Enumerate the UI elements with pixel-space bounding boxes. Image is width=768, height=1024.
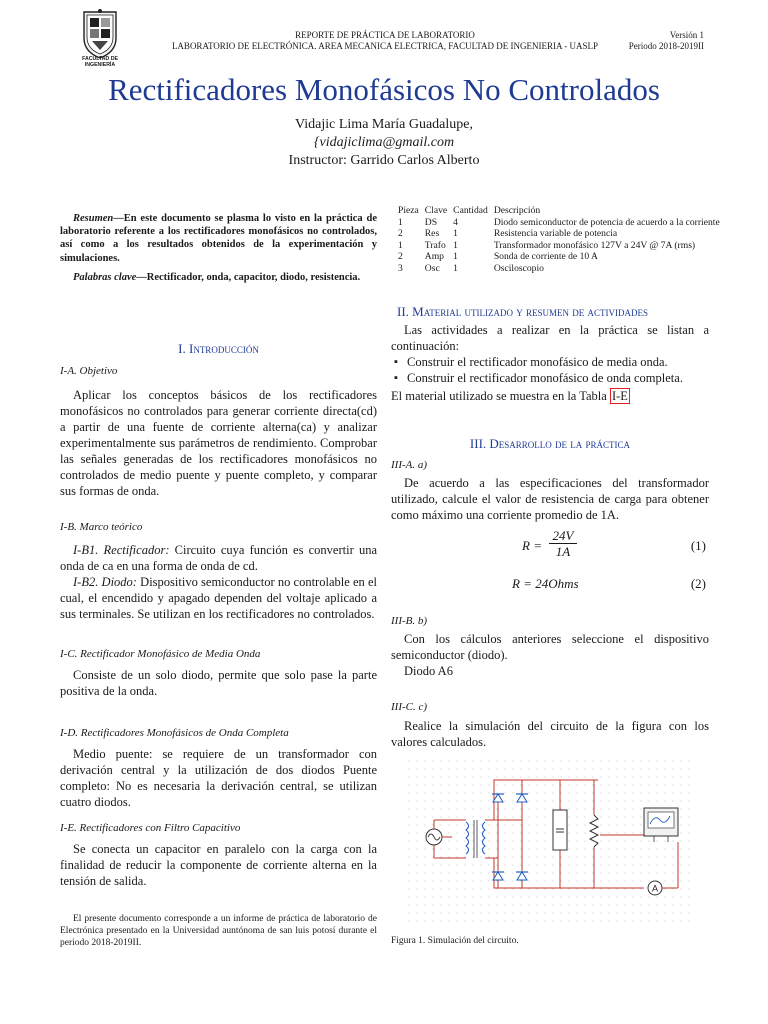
part-a-paragraph: De acuerdo a las especificaciones del transformador utilizado, calcule el valor de resistencia de carga para obtener como máximo una corriente promedio de 1A. [391, 476, 709, 522]
figure-caption: Figura 1. Simulación del circuito. [391, 936, 519, 946]
table-cell: 1 [453, 239, 458, 251]
material-reference-line [391, 388, 709, 404]
rectificador-label: I-B1. Rectificador: [73, 543, 170, 557]
equation-1 [391, 528, 709, 562]
paper-title: Rectificadores Monofásicos No Controlados [108, 72, 660, 107]
subsection-marco-teorico: I-B. Marco teórico [60, 521, 143, 533]
equation-1-fraction [549, 528, 577, 559]
equation-1-number: (1) [690, 538, 706, 553]
material-reference-text: El material utilizado se muestra en la Tabla [391, 389, 610, 403]
onda-completa-paragraph: Medio puente: se requiere de un transformador con derivación central y la utilización de dos diodos Puente completo: No es necesaria la derivación central, se utilizan cuatro diodos. [60, 747, 377, 809]
subsection-media-onda: I-C. Rectificador Monofásico de Media Onda [60, 648, 261, 660]
table-cell: 1 [453, 228, 458, 240]
table-reference-link[interactable]: I-E [611, 389, 628, 403]
table-cell: 2 [398, 228, 403, 240]
capacitor-icon [553, 810, 567, 850]
table-row [398, 251, 726, 263]
subsection-c: III-C. c) [391, 701, 428, 713]
table-header-cell: Clave [424, 205, 448, 216]
header-version-block [600, 30, 704, 52]
resistor-icon [588, 815, 600, 847]
diodo-label: I-B2. Diodo: [73, 575, 137, 589]
author-email: {vidajiclima@gmail.com [313, 135, 455, 150]
rectificador-definition [60, 542, 377, 574]
section-heading-desarrollo: III. Desarrollo de la práctica [469, 436, 631, 451]
part-b-paragraph: Con los cálculos anteriores seleccione el dispositivo semiconductor (diodo). [391, 632, 709, 662]
part-c-paragraph: Realice la simulación del circuito de la figura con los valores calculados. [391, 719, 709, 749]
section-heading-intro: I. Introducción [178, 341, 259, 356]
table-header-cell: Cantidad [453, 205, 488, 216]
filtro-capacitivo-paragraph: Se conecta un capacitor en paralelo con la carga con la finalidad de reducir la componente de corriente alterna en la tensión de salida. [60, 842, 377, 888]
table-cell: 1 [398, 239, 403, 251]
table-cell: Sonda de corriente de 10 A [493, 251, 598, 263]
table-cell: Resistencia variable de potencia [493, 228, 618, 240]
author-block [0, 116, 768, 170]
footnote: El presente documento corresponde a un informe de práctica de laboratorio de Electrónica presentado en la Universidad auntónoma de san luis potosí durante el periodo 2018-2019II. [60, 914, 377, 948]
table-header-cell: Pieza [398, 205, 419, 216]
media-onda-paragraph: Consiste de un solo diodo, permite que solo pase la parte positiva de la onda. [60, 668, 377, 698]
table-cell: Osciloscopio [493, 262, 544, 274]
equation-2-body: R = 24Ohms [512, 576, 579, 591]
table-cell: Trafo [424, 239, 446, 251]
ammeter-label: A [651, 883, 659, 894]
table-cell: 4 [453, 216, 458, 228]
table-cell: Amp [424, 251, 444, 263]
equation-1-denominator: 1A [549, 543, 577, 559]
diodo-text: Dispositivo semiconductor no controlable en el cual, el encendido y apagado dependen del voltaje aplicado a sus terminales. Se utilizan en los rectificadores no controlados. [60, 575, 377, 621]
instructor: Instructor: Garrido Carlos Alberto [288, 153, 480, 168]
abstract [60, 212, 377, 265]
header-version: Versión 1 [669, 30, 704, 40]
table-header-cell: Descripción [493, 205, 541, 216]
header-line1: REPORTE DE PRÁCTICA DE LABORATORIO [295, 30, 475, 40]
part-b-diode-choice: Diodo A6 [404, 664, 453, 678]
grid-background [408, 760, 694, 922]
logo-caption-line1: FACULTAD DE [82, 56, 118, 62]
material-intro-paragraph: Las actividades a realizar en la práctica se listan a continuación: [391, 323, 709, 353]
table-header-row [398, 205, 726, 217]
table-cell: Transformador monofásico 127V a 24V @ 7A (rms) [493, 239, 696, 251]
table-cell: 2 [398, 251, 403, 263]
circuit-diagram [408, 760, 694, 922]
objetivo-paragraph: Aplicar los conceptos básicos de los rectificadores monofásicos no controlados para generar corriente directa(cd) a partir de una fuente de corriente alterna(ca) y analizar experimentalmente sus parámetros de rendimiento. Comprobar las señales generadas de los rectificadores monofásicos no controlados de medio puente y puente completo, y comparar sus formas de onda. [60, 388, 377, 498]
table-row [398, 263, 726, 275]
table-cell: Osc [424, 262, 440, 274]
keywords-text: —Rectificador, onda, capacitor, diodo, resistencia. [136, 272, 361, 283]
author-name: Vidajic Lima María Guadalupe, [295, 117, 473, 132]
activity-list [391, 354, 709, 386]
equation-1-numerator: 24V [552, 528, 574, 543]
subsection-onda-completa: I-D. Rectificadores Monofásicos de Onda Completa [60, 727, 289, 739]
subsection-objetivo: I-A. Objetivo [60, 365, 118, 377]
header-line2: LABORATORIO DE ELECTRÓNICA. AREA MECANICA ELECTRICA, FACULTAD DE INGENIERIA - UASLP [171, 41, 599, 51]
table-cell: 3 [398, 262, 403, 274]
table-row [398, 240, 726, 252]
subsection-filtro-capacitivo: I-E. Rectificadores con Filtro Capacitivo [60, 822, 241, 834]
table-row [398, 217, 726, 229]
keywords-label: Palabras clave [73, 272, 137, 283]
table-cell: 1 [398, 216, 403, 228]
university-logo [78, 8, 122, 70]
abstract-label: Resumen [73, 213, 114, 224]
list-item: ▪ Construir el rectificador monofásico de onda completa. [407, 370, 709, 386]
section-heading-material: II. Material utilizado y resumen de actividades [397, 304, 648, 319]
equation-1-lhs: R = [522, 538, 542, 553]
table-cell: 1 [453, 262, 458, 274]
circuit-simulation-figure [408, 760, 694, 922]
rectificador-text: Circuito cuya función es convertir una onda de ca en una forma de onda de cd. [60, 543, 377, 573]
table-cell: Res [424, 228, 440, 240]
abstract-text: —En este documento se plasma lo visto en la práctica de laboratorio referente a los rectificadores monofásicos no controlados, así como a los resultados obtenidos de la experimentación y simulaciones. [60, 213, 377, 264]
parts-table [398, 205, 726, 275]
logo-caption-line2: INGENIERÍA [84, 62, 116, 68]
running-header [150, 30, 620, 52]
diodo-definition [60, 574, 377, 622]
equation-2-number: (2) [690, 576, 706, 591]
keywords [60, 271, 377, 284]
table-row [398, 228, 726, 240]
header-period: Periodo 2018-2019II [628, 41, 704, 51]
subsection-b: III-B. b) [391, 615, 428, 627]
table-cell: Diodo semiconductor de potencia de acuerdo a la corriente [493, 216, 720, 228]
table-cell: DS [424, 216, 438, 228]
list-item: ▪ Construir el rectificador monofásico de media onda. [407, 354, 709, 370]
table-cell: 1 [453, 251, 458, 263]
subsection-a: III-A. a) [391, 459, 428, 471]
